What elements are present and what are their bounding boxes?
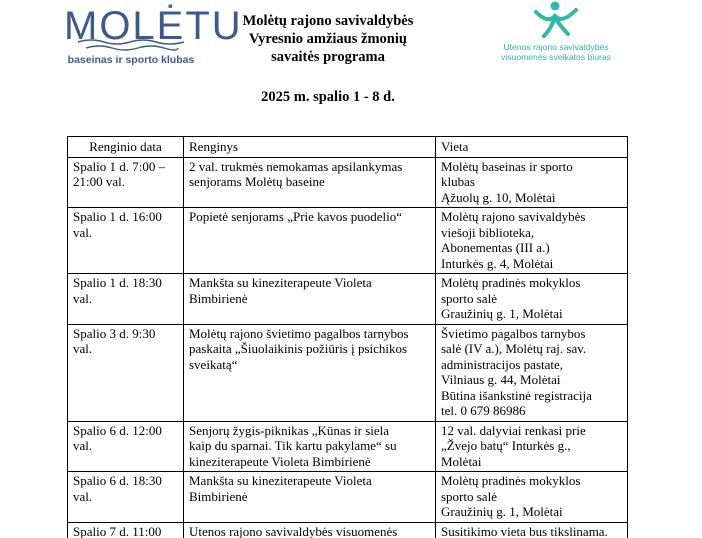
title-line-2: Vyresnio amžiaus žmonių — [249, 31, 407, 47]
logo-wordmark: MOLĖTU — [64, 4, 243, 48]
event-place-line: Inturkės g. 4, Molėtai — [441, 255, 554, 271]
event-place-line: Molėtų baseinas ir sporto — [441, 158, 573, 174]
event-date-line: Spalio 6 d. 18:30 — [73, 473, 162, 488]
event-place-line: Molėtai — [441, 453, 482, 469]
event-name-line: kineziterapeute Violeta Bimbirienė — [189, 453, 371, 469]
moletu-pool-logo — [62, 4, 243, 66]
person-figure-icon — [526, 0, 586, 40]
waves-icon — [78, 38, 184, 52]
event-place — [436, 157, 628, 208]
event-name-line: Popietė senjorams „Prie kavos puodelio“ — [189, 209, 403, 224]
event-place-line: klubas — [441, 174, 475, 189]
event-place — [436, 324, 628, 421]
event-date-line: val. — [73, 290, 93, 306]
event-name-line: Senjorų žygis-piknikas „Kūnas ir siela — [189, 422, 390, 438]
schedule-table — [67, 136, 628, 538]
event-place-line: Švietimo pagalbos tarnybos — [441, 325, 586, 341]
event-date — [68, 522, 184, 538]
event-name — [184, 274, 436, 325]
event-date-line: val. — [73, 224, 93, 240]
event-place — [436, 274, 628, 325]
event-name-line: sveikatą“ — [189, 356, 238, 372]
event-date — [68, 208, 184, 274]
event-place-line: viešoji biblioteka, — [441, 224, 535, 240]
event-name-line: senjorams Molėtų baseine — [189, 174, 325, 189]
table-row — [68, 208, 628, 274]
event-name-line: Mankšta su kineziterapeute Violeta — [189, 473, 372, 488]
event-place-line: Graužinių g. 1, Molėtai — [441, 504, 563, 519]
event-name-line: Bimbirienė — [189, 290, 248, 306]
event-name-line: Mankšta su kineziterapeute Violeta — [189, 275, 372, 290]
event-date-line: 21:00 val. — [73, 174, 125, 189]
event-name — [184, 157, 436, 208]
event-place-line: Ąžuolų g. 10, Molėtai — [441, 189, 556, 205]
event-date — [68, 324, 184, 421]
event-name-line: 2 val. trukmės nemokamas apsilankymas — [189, 158, 403, 174]
header-place: Vieta — [436, 137, 628, 158]
header-event: Renginys — [184, 137, 436, 158]
event-place — [436, 472, 628, 523]
event-name — [184, 421, 436, 472]
event-place — [436, 522, 628, 538]
logo-right-line-2: visuomenės sveikatos biuras — [501, 52, 611, 62]
event-date-line: val. — [73, 438, 93, 453]
table-header-row — [68, 137, 628, 158]
event-date-line: Spalio 1 d. 16:00 — [73, 209, 162, 224]
table-row — [68, 157, 628, 208]
event-place-line: Vilniaus g. 44, Molėtai — [441, 372, 561, 387]
event-name — [184, 324, 436, 421]
event-place-line: Molėtų pradinės mokyklos — [441, 473, 581, 488]
event-place-line: sporto salė — [441, 488, 497, 504]
table-row — [68, 274, 628, 325]
event-name-line: Molėtų rajono švietimo pagalbos tarnybos — [189, 325, 409, 341]
event-place-line: 12 val. dalyviai renkasi prie — [441, 422, 586, 438]
title-line-1: Molėtų rajono savivaldybės — [242, 13, 414, 29]
event-place-line: Molėtų pradinės mokyklos — [441, 275, 581, 290]
event-name — [184, 472, 436, 523]
event-place-line: Molėtų rajono savivaldybės — [441, 209, 586, 224]
event-date — [68, 157, 184, 208]
table-row — [68, 522, 628, 538]
event-name — [184, 522, 436, 538]
event-name-line: Utenos rajono savivaldybės visuomenės — [189, 523, 398, 538]
event-date — [68, 274, 184, 325]
event-place-line: sporto salė — [441, 290, 497, 306]
event-date-line: Spalio 1 d. 7:00 – — [73, 158, 166, 174]
event-name-line: paskaita „Šiuolaikinis požiūris į psichikos — [189, 341, 408, 356]
event-place-line: Abonementas (III a.) — [441, 240, 550, 255]
event-place-line: Būtina išankstinė registracija — [441, 387, 592, 403]
event-place-line: administracijos pastate, — [441, 356, 564, 372]
table-row — [68, 421, 628, 472]
event-place-line: salė (IV a.), Molėtų raj. sav. — [441, 341, 587, 356]
logo-right-line-1: Utenos rajono savivaldybės — [503, 42, 609, 52]
health-bureau-logo — [486, 0, 626, 62]
event-place-line: Graužinių g. 1, Molėtai — [441, 306, 563, 321]
event-date-line: val. — [73, 341, 93, 356]
table-row — [68, 472, 628, 523]
event-place-line: Susitikimo vieta bus tikslinama. — [441, 523, 608, 538]
event-date-line: Spalio 6 d. 12:00 — [73, 422, 162, 438]
logo-subtitle: baseinas ir sporto klubas — [67, 54, 195, 66]
event-place — [436, 208, 628, 274]
event-date-line: val. — [73, 488, 93, 504]
event-place-line: tel. 0 679 86986 — [441, 403, 526, 418]
event-place-line: „Žvejo batų“ Inturkės g., — [441, 438, 571, 453]
date-range: 2025 m. spalio 1 - 8 d. — [261, 89, 395, 105]
schedule-body — [68, 157, 628, 538]
event-name — [184, 208, 436, 274]
event-date — [68, 421, 184, 472]
event-date-line: Spalio 1 d. 18:30 — [73, 275, 162, 290]
event-name-line: kaip du sparnai. Tik kartu pakylame“ su — [189, 438, 397, 453]
event-date-line: Spalio 3 d. 9:30 — [73, 325, 156, 341]
event-place — [436, 421, 628, 472]
event-date-line: Spalio 7 d. 11:00 — [73, 523, 162, 538]
table-row — [68, 324, 628, 421]
event-date — [68, 472, 184, 523]
header-date: Renginio data — [68, 137, 184, 158]
event-name-line: Bimbirienė — [189, 488, 248, 504]
title-line-3: savaitės programa — [271, 49, 385, 65]
